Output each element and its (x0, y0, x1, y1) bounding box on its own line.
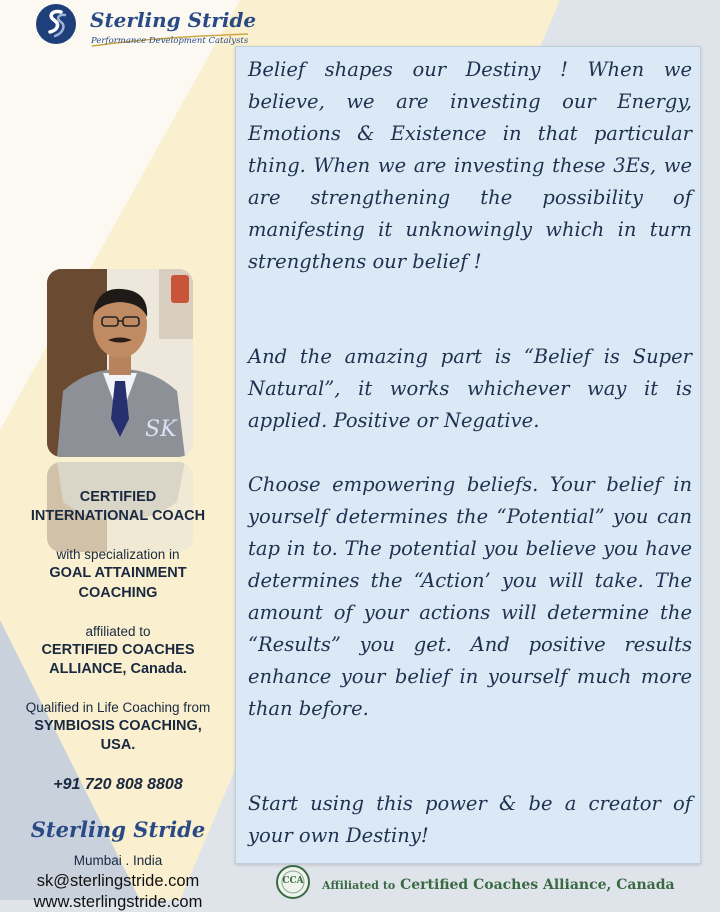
affiliation-footer (322, 877, 675, 893)
brand-logo (36, 4, 257, 52)
location: Mumbai . India (73, 853, 163, 868)
affil-line-2: ALLIANCE, Canada. (49, 661, 187, 677)
qual-line-1: SYMBIOSIS COACHING, (34, 718, 202, 734)
affil-intro: affiliated to (85, 624, 151, 639)
spec-line-1: GOAL ATTAINMENT (49, 565, 187, 581)
spec-intro: with specialization in (56, 547, 180, 562)
coach-photo (47, 269, 193, 457)
cca-seal-icon (276, 865, 310, 899)
quote-paragraph-1: Belief shapes our Destiny ! When we believe, we are investing our Energy, Emotions & Existence in that particular thing. When we are investing these 3Es, we are strengthening the possibility of manifesting it unknowingly which in turn strengthens our belief ! (248, 58, 692, 273)
qual-line-2: USA. (100, 737, 136, 753)
affil-line-1: CERTIFIED COACHES (41, 642, 195, 658)
cert-line-2: INTERNATIONAL COACH (30, 508, 206, 524)
logo-mark-icon (36, 4, 76, 44)
logo-brand-name: Sterling Stride (90, 8, 257, 32)
affiliated-org: Certified Coaches Alliance, Canada (400, 877, 675, 893)
spec-line-2: COACHING (78, 585, 158, 601)
seal-letters: CCA (282, 876, 304, 886)
quote-paragraph-2: And the amazing part is “Belief is Super Natural”, it works whichever way it is applied. Positive or Negative. (248, 345, 692, 432)
phone-number[interactable]: +91 720 808 8808 (53, 776, 183, 793)
cert-line-1: CERTIFIED (79, 489, 157, 505)
website-link[interactable]: www.sterlingstride.com (33, 893, 203, 911)
brand-name-small: Sterling Stride (30, 817, 206, 842)
quote-paragraph-3: Choose empowering beliefs. Your belief in yourself determines the “Potential” you can tap in to. The potential you believe you have determines the “Action’ you will take. The amount of your actions will determine the “Results” you get. And positive results enhance your belief in yourself much more than before. (248, 473, 692, 720)
qual-intro: Qualified in Life Coaching from (25, 700, 211, 715)
affiliated-prefix: Affiliated to (322, 879, 396, 892)
quote-paragraph-4: Start using this power & be a creator of your own Destiny! (248, 792, 692, 847)
email-link[interactable]: sk@sterlingstride.com (36, 872, 200, 890)
photo-initials: SK (145, 417, 177, 442)
logo-tagline: Performance Development Catalysts (91, 36, 249, 46)
